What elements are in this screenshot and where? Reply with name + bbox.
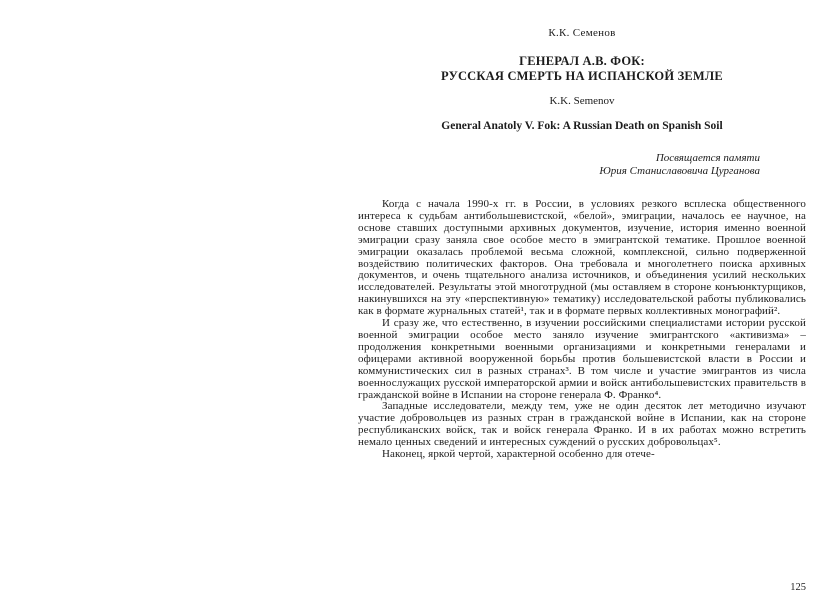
- article-title-russian: [358, 54, 806, 83]
- dedication-line1: Посвящается памяти: [655, 152, 760, 164]
- text-column: [358, 0, 806, 461]
- paragraph-4: Наконец, яркой чертой, характерной особенно для отече-: [382, 448, 655, 461]
- dedication-line2: Юрия Станиславовича Цурганова: [599, 165, 760, 177]
- paragraph-2: И сразу же, что естественно, в изучении российскими специалистами истории русской военной эмиграции особое место заняло изучение эмигрантского «активизма» – продолжения конкретными военными организациями и конкретными генералами и офицерами активной вооруженной борьбы против большевистской власти в России и коммунистических сил в разных странах³. В том числе и участие эмигрантов из числа военнослужащих русской императорской армии и войск антибольшевистских правительств в гражданской войне в Испании на стороне генерала Ф. Франко⁴.: [358, 317, 806, 401]
- article-title-russian-line1: ГЕНЕРАЛ А.В. ФОК:: [519, 54, 645, 68]
- dedication: [358, 152, 806, 178]
- paragraph-1: Когда с начала 1990-х гг. в России, в условиях резкого всплеска общественного интереса к судьбам антибольшевистской, «белой», эмиграции, началось ее научное, на основе ставших доступными архивных документов, изучение, история именно военной эмиграции сразу заняла свое особое место в эмигрантской тематике. Прошлое военной эмиграции оказалась проблемой весьма сложной, комплексной, сильно подверженной воздействию политических факторов. Она требовала и многолетнего поиска архивных документов, и очень тщательного анализа источников, и объединения усилий нескольких исследователей. Результаты этой многотрудной (мы оставляем в стороне конъюнктурщиков, накинувшихся на эту «перспективную» тематику) исследовательской работы публиковались как в формате журнальных статей¹, так и в формате первых коллективных монографий².: [358, 198, 806, 318]
- page-number: 125: [790, 582, 806, 593]
- article-title-english: General Anatoly V. Fok: A Russian Death on Spanish Soil: [441, 120, 723, 132]
- paragraph-3: Западные исследователи, между тем, уже не один десяток лет методично изучают участие добровольцев из разных стран в гражданской войне в Испании, как на стороне республиканских войск, так и войск генерала Франко. И в их работах можно встретить немало ценных сведений и интересных суждений о русских добровольцах⁵.: [358, 400, 806, 449]
- article-body: [358, 199, 806, 461]
- author-name-latin: K.K. Semenov: [549, 95, 615, 107]
- author-name-russian: К.К. Семенов: [548, 27, 616, 39]
- article-title-russian-line2: РУССКАЯ СМЕРТЬ НА ИСПАНСКОЙ ЗЕМЛЕ: [441, 68, 723, 83]
